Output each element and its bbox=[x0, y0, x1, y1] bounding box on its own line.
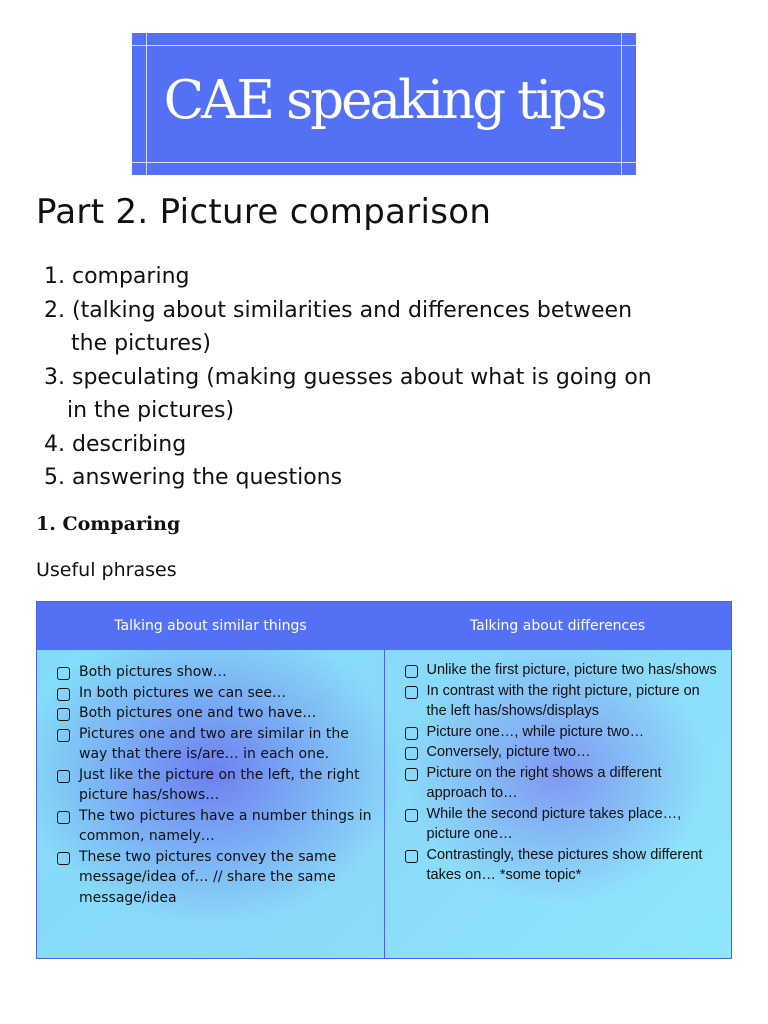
checkbox-icon[interactable] bbox=[57, 811, 70, 824]
step-item bbox=[44, 260, 744, 294]
similar-column bbox=[37, 650, 385, 958]
banner-title: CAE speaking tips bbox=[163, 69, 605, 131]
checklist-item[interactable] bbox=[57, 806, 374, 847]
checklist-item[interactable] bbox=[405, 742, 722, 763]
differences-column bbox=[385, 650, 732, 958]
step-item bbox=[44, 461, 744, 495]
step-text: the pictures) bbox=[71, 331, 211, 356]
phrase-text: Both pictures one and two have… bbox=[79, 705, 317, 721]
checkbox-icon[interactable] bbox=[57, 708, 70, 721]
checklist-item[interactable] bbox=[57, 683, 374, 704]
table-body bbox=[37, 650, 731, 958]
checkbox-icon[interactable] bbox=[405, 727, 418, 740]
step-text: in the pictures) bbox=[67, 398, 235, 423]
checklist-item[interactable] bbox=[57, 662, 374, 683]
useful-phrases-label: Useful phrases bbox=[36, 559, 177, 581]
checkbox-icon[interactable] bbox=[57, 770, 70, 783]
checklist-item[interactable] bbox=[405, 722, 722, 743]
phrase-text: In both pictures we can see… bbox=[79, 684, 286, 701]
step-item bbox=[44, 428, 744, 462]
step-text: 2. (talking about similarities and differences between bbox=[44, 297, 633, 323]
checkbox-icon[interactable] bbox=[405, 665, 418, 678]
header-similar: Talking about similar things bbox=[114, 618, 307, 634]
checklist-item[interactable] bbox=[57, 847, 374, 909]
steps-list bbox=[44, 260, 744, 495]
checkbox-icon[interactable] bbox=[405, 809, 418, 822]
header-differences: Talking about differences bbox=[469, 618, 646, 634]
step-text: 4. describing bbox=[44, 431, 187, 457]
step-item-continuation bbox=[44, 394, 744, 428]
phrase-text: The two pictures have a number things in common, namely… bbox=[79, 807, 372, 844]
checklist-item[interactable] bbox=[405, 681, 722, 722]
phrase-text: Unlike the first picture, picture two has/shows bbox=[426, 662, 717, 678]
checkbox-icon[interactable] bbox=[57, 667, 70, 680]
checkbox-icon[interactable] bbox=[405, 850, 418, 863]
phrase-text: These two pictures convey the same message/idea of… // share the same message/idea bbox=[79, 848, 337, 906]
banner-frame-line bbox=[132, 162, 636, 163]
step-item bbox=[44, 361, 744, 395]
checkbox-icon[interactable] bbox=[405, 768, 418, 781]
phrase-text: Picture on the right shows a different approach to… bbox=[426, 764, 662, 801]
phrase-text: Contrastingly, these pictures show different takes on… *some topic* bbox=[426, 846, 703, 883]
title-banner bbox=[132, 33, 636, 175]
checklist-item[interactable] bbox=[405, 763, 722, 804]
phrase-text: Pictures one and two are similar in the way that there is/are… in each one. bbox=[79, 725, 349, 762]
table-header bbox=[37, 602, 731, 650]
checklist-item[interactable] bbox=[57, 724, 374, 765]
checklist-item[interactable] bbox=[57, 765, 374, 806]
phrase-text: In contrast with the right picture, picture on the left has/shows/displays bbox=[426, 682, 700, 719]
checkbox-icon[interactable] bbox=[405, 747, 418, 760]
checkbox-icon[interactable] bbox=[405, 686, 418, 699]
banner-frame-line bbox=[621, 33, 622, 175]
step-text: 3. speculating (making guesses about what is going on bbox=[44, 364, 652, 390]
checkbox-icon[interactable] bbox=[57, 852, 70, 865]
phrase-text: Picture one…, while picture two… bbox=[426, 723, 645, 740]
checkbox-icon[interactable] bbox=[57, 729, 70, 742]
step-text: 1. comparing bbox=[44, 264, 190, 289]
phrase-text: Conversely, picture two… bbox=[426, 744, 591, 760]
banner-frame-line bbox=[132, 45, 636, 46]
phrase-text: Both pictures show… bbox=[79, 664, 227, 680]
checkbox-icon[interactable] bbox=[57, 688, 70, 701]
checklist-item[interactable] bbox=[405, 660, 722, 681]
checklist-item[interactable] bbox=[57, 703, 374, 724]
step-text: 5. answering the questions bbox=[44, 465, 343, 490]
checklist-item[interactable] bbox=[405, 804, 722, 845]
checklist-item[interactable] bbox=[405, 845, 722, 886]
phrases-table bbox=[36, 601, 732, 959]
phrase-text: Just like the picture on the left, the right picture has/shows… bbox=[79, 766, 360, 803]
phrase-text: While the second picture takes place…, picture one… bbox=[426, 805, 682, 842]
step-item bbox=[44, 294, 744, 328]
page-title: Part 2. Picture comparison bbox=[36, 192, 492, 232]
section-title: 1. Comparing bbox=[36, 513, 181, 535]
banner-frame-line bbox=[146, 33, 147, 175]
step-item-continuation bbox=[44, 327, 744, 361]
